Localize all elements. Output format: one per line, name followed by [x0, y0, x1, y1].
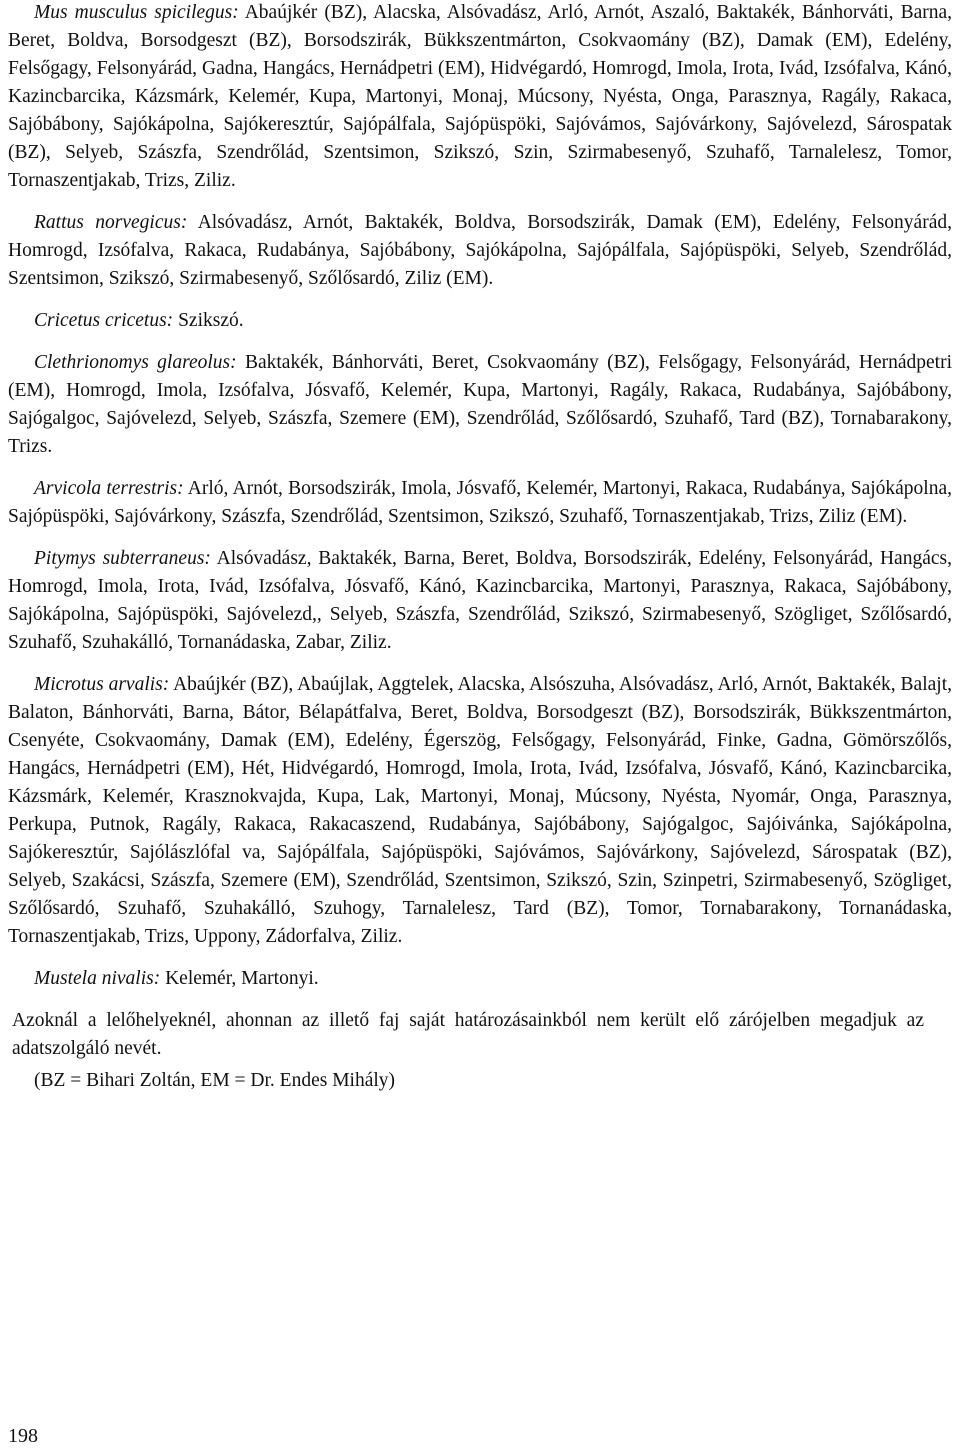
- species-name: Cricetus cricetus:: [34, 310, 174, 331]
- species-name: Mus musculus spicilegus:: [34, 2, 239, 23]
- page-number: 198: [8, 1425, 38, 1447]
- locality-list: Abaújkér (BZ), Abaújlak, Aggtelek, Alacska, Alsószuha, Alsóvadász, Arló, Arnót, Baktakék, Balajt, Balaton, Bánhorváti, Barna, Bátor, Bélapátfalva, Beret, Boldva, Borsodgeszt (BZ), Borsodszirák, Bükkszentmárton, Csenyéte, Csokvaomány, Damak (EM), Edelény, Égerszög, Felsőgagy, Felsonyárád, Finke, Gadna, Gömörszőlős, Hangács, Hernádpetri (EM), Hét, Hidvégardó, Homrogd, Imola, Irota, Ivád, Izsófalva, Jósvafő, Kánó, Kazincbarcika, Kázsmárk, Kelemér, Krasznokvajda, Kupa, Lak, Martonyi, Monaj, Múcsony, Nyésta, Nyomár, Onga, Parasznya, Perkupa, Putnok, Ragály, Rakaca, Rakacaszend, Rudabánya, Sajóbábony, Sajógalgoc, Sajóivánka, Sajókápolna, Sajókeresztúr, Sajólászlófal va, Sajópálfala, Sajópüspöki, Sajóvámos, Sajóvárkony, Sajóvelezd, Sárospatak (BZ), Selyeb, Szakácsi, Szászfa, Szemere (EM), Szendrőlád, Szentsimon, Szikszó, Szin, Szinpetri, Szirmabesenyő, Szögliget, Szőlősardó, Szuhafő, Szuhakálló, Szuhogy, Tarnalelesz, Tard (BZ), Tomor, Tornabarakony, Tornanádaska, Tornaszentjakab, Trizs, Uppony, Zádorfalva, Ziliz.: [8, 674, 952, 947]
- locality-list: Arló, Arnót, Borsodszirák, Imola, Jósvafő, Kelemér, Martonyi, Rakaca, Rudabánya, Sajókápolna, Sajópüspöki, Sajóvárkony, Szászfa, Szendrőlád, Szentsimon, Szikszó, Szuhafő, Tornaszentjakab, Trizs, Ziliz (EM).: [8, 478, 952, 527]
- species-entry: [8, 545, 952, 657]
- species-entry: [8, 475, 952, 531]
- locality-list: Alsóvadász, Arnót, Baktakék, Boldva, Borsodszirák, Damak (EM), Edelény, Felsonyárád, Homrogd, Izsófalva, Rakaca, Rudabánya, Sajóbábony, Sajókápolna, Sajópálfala, Sajópüspöki, Selyeb, Szendrőlád, Szentsimon, Szikszó, Szirmabesenyő, Szőlősardó, Ziliz (EM).: [8, 212, 952, 289]
- species-name: Pitymys subterraneus:: [34, 548, 211, 569]
- species-entry: [8, 349, 952, 461]
- species-name: Arvicola terrestris:: [34, 478, 184, 499]
- locality-list: Szikszó.: [173, 310, 244, 331]
- locality-list: Abaújkér (BZ), Alacska, Alsóvadász, Arló, Arnót, Aszaló, Baktakék, Bánhorváti, Barna, Beret, Boldva, Borsodgeszt (BZ), Borsodszirák, Bükkszentmárton, Csokvaomány (BZ), Damak (EM), Edelény, Felsőgagy, Felsonyárád, Gadna, Hangács, Hernádpetri (EM), Hidvégardó, Homrogd, Imola, Irota, Ivád, Izsófalva, Kánó, Kazincbarcika, Kázsmárk, Kelemér, Kupa, Martonyi, Monaj, Múcsony, Nyésta, Onga, Parasznya, Ragály, Rakaca, Sajóbábony, Sajókápolna, Sajókeresztúr, Sajópálfala, Sajópüspöki, Sajóvámos, Sajóvárkony, Sajóvelezd, Sárospatak (BZ), Selyeb, Szászfa, Szendrőlád, Szentsimon, Szikszó, Szin, Szirmabesenyő, Szuhafő, Tarnalelesz, Tomor, Tornaszentjakab, Trizs, Ziliz.: [8, 2, 952, 191]
- document-page: [8, 0, 952, 1450]
- locality-list: Kelemér, Martonyi.: [160, 968, 319, 989]
- species-entry: [8, 0, 952, 195]
- locality-list: Baktakék, Bánhorváti, Beret, Csokvaomány (BZ), Felsőgagy, Felsonyárád, Hernádpetri (EM), Homrogd, Imola, Izsófalva, Jósvafő, Kelemér, Kupa, Martonyi, Ragály, Rakaca, Rudabánya, Sajóbábony, Sajógalgoc, Sajóvelezd, Selyeb, Szászfa, Szemere (EM), Szendrőlád, Szőlősardó, Szuhafő, Tard (BZ), Tornabarakony, Trizs.: [8, 352, 952, 457]
- species-locality-list: [8, 0, 952, 993]
- species-name: Clethrionomys glareolus:: [34, 352, 237, 373]
- abbreviation-legend: (BZ = Bihari Zoltán, EM = Dr. Endes Mihály): [34, 1070, 396, 1091]
- species-entry: [8, 671, 952, 951]
- species-entry: [8, 307, 952, 335]
- species-entry: [8, 965, 952, 993]
- species-entry: [8, 209, 952, 293]
- locality-list: Alsóvadász, Baktakék, Barna, Beret, Boldva, Borsodszirák, Edelény, Felsonyárád, Hangács, Homrogd, Imola, Irota, Ivád, Izsófalva, Jósvafő, Kánó, Kazincbarcika, Martonyi, Parasznya, Rakaca, Sajóbábony, Sajókápolna, Sajópüspöki, Sajóvelezd,, Selyeb, Szászfa, Szendrőlád, Szikszó, Szirmabesenyő, Szögliget, Szőlősardó, Szuhafő, Szuhakálló, Tornanádaska, Zabar, Ziliz.: [8, 548, 952, 653]
- species-name: Rattus norvegicus:: [34, 212, 188, 233]
- source-note: Azoknál a lelőhelyeknél, ahonnan az illető faj saját határozásainkból nem került elő zárójelben megadjuk az adatszolgáló nevét.: [12, 1010, 924, 1059]
- species-name: Microtus arvalis:: [34, 674, 170, 695]
- species-name: Mustela nivalis:: [34, 968, 161, 989]
